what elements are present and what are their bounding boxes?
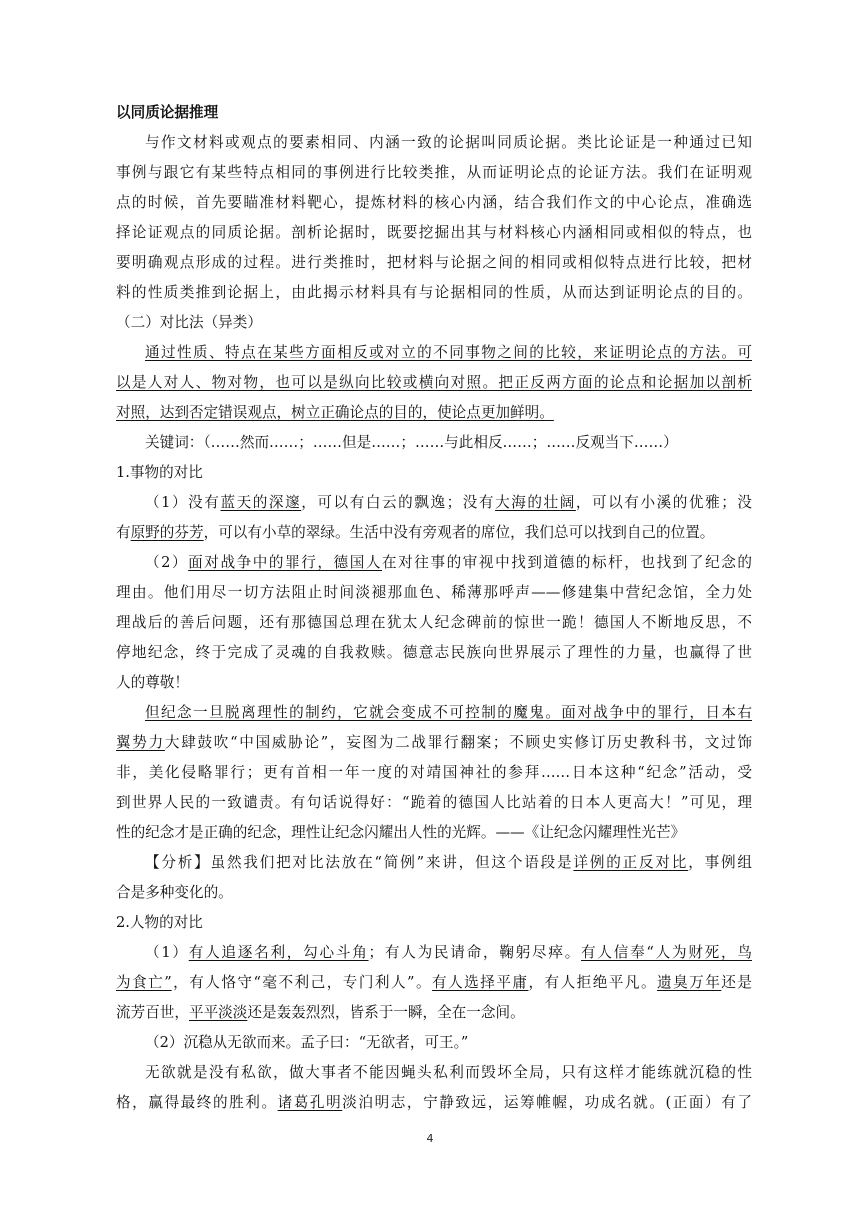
text-span: 有 bbox=[116, 524, 131, 541]
text-line: 要明确观点形成的过程。进行类推时，把材料与论据之间的相同或相似特点进行比较，把材 bbox=[116, 254, 752, 271]
text-span: 还是轰轰烈烈，皆系于一瞬，全在一念间。 bbox=[247, 1004, 525, 1021]
example-2 bbox=[116, 548, 752, 698]
underlined-phrase: 诸葛孔明 bbox=[277, 1094, 343, 1111]
text-span: ，可以有小草的翠绿。生活中没有旁观者的席位，我们总可以找到自己的位置。 bbox=[203, 524, 715, 541]
paragraph-contrast-definition bbox=[116, 338, 752, 428]
text-line: 择论证观点的同质论据。剖析论据时，既要挖掘出其与材料核心内涵相同或相似的特点，也 bbox=[116, 224, 752, 241]
text-span: 大肆鼓吹“中国威胁论”，妄图为二战罪行翻案；不顾史实修订历史教科书，文过饰 bbox=[164, 734, 752, 751]
text-line: 性的纪念才是正确的纪念，理性让纪念闪耀出人性的光辉。——《让纪念闪耀理性光芒》 bbox=[116, 824, 686, 841]
example-1 bbox=[116, 488, 752, 548]
underlined-phrase: 蓝天的深邃 bbox=[220, 494, 302, 511]
text-line: 事例与跟它有某些特点相同的事例进行比较类推，从而证明论点的论证方法。我们在证明观 bbox=[116, 164, 752, 181]
text-span: ，可以有小溪的优雅；没 bbox=[575, 494, 752, 511]
underlined-phrase: 翼势力 bbox=[116, 734, 165, 751]
underlined-phrase: 原野的芬芳 bbox=[130, 524, 204, 541]
example-6 bbox=[116, 1058, 752, 1118]
text-line: 停地纪念，终于完成了灵魂的自我救赎。德意志民族向世界展示了理性的力量，也赢得了世 bbox=[116, 644, 752, 661]
text-span: 还是 bbox=[721, 974, 752, 991]
underlined-phrase: 为食亡” bbox=[116, 974, 172, 991]
text-line: 对照，达到否定错误观点，树立正确论点的目的，使论点更加鲜明。 bbox=[116, 404, 554, 421]
example-5-line: （2）沉稳从无欲而来。孟子曰：“无欲者，可王。” bbox=[145, 1034, 469, 1051]
text-line bbox=[116, 848, 752, 878]
text-span: 格，赢得最终的胜利。 bbox=[116, 1094, 278, 1111]
document-body bbox=[116, 98, 752, 1118]
text-line: 理战后的善后问题，还有那德国总理在犹太人纪念碑前的惊世一跪！德国人不断地反思，不 bbox=[116, 614, 752, 631]
text-line: 以是人对人、物对物，也可以是纵向比较或横向对照。把正反两方面的论点和论据加以剖析 bbox=[116, 374, 752, 391]
text-line: 理由。他们用尽一切方法阻止时间淡褪那血色、稀薄那呼声——修建集中营纪念馆，全力处 bbox=[116, 584, 752, 601]
text-span: 在对往事的审视中找到道德的标杆，也找到了纪念的 bbox=[382, 554, 752, 571]
text-span: ，事例组 bbox=[688, 854, 752, 871]
text-line: 通过性质、特点在某些方面相反或对立的不同事物之间的比较，来证明论点的方法。可 bbox=[145, 344, 752, 361]
section-title-things: 1.事物的对比 bbox=[116, 464, 203, 481]
text-line: 但纪念一旦脱离理性的制约，它就会变成不可控制的魔鬼。面对战争中的罪行，日本右 bbox=[145, 704, 752, 721]
example-3 bbox=[116, 698, 752, 848]
underlined-phrase: 大海的壮阔 bbox=[495, 494, 576, 511]
underlined-phrase: 有人追逐名利，勾心斗角 bbox=[188, 944, 369, 961]
text-span: ，可以有白云的飘逸；没有 bbox=[301, 494, 496, 511]
text-line: 到世界人民的一致谴责。有句话说得好：“跪着的德国人比站着的日本人更高大！”可见，理 bbox=[116, 794, 752, 811]
underlined-phrase: 遗臭万年 bbox=[657, 974, 722, 991]
text-line: 料的性质类推到论据上，由此揭示材料具有与论据相同的性质，从而达到证明论点的目的。 bbox=[116, 284, 752, 301]
text-line bbox=[116, 728, 752, 758]
underlined-phrase: 面对战争中的罪行，德国人 bbox=[188, 554, 382, 571]
text-span: （1）没有 bbox=[145, 494, 221, 511]
text-line bbox=[116, 548, 752, 578]
text-line bbox=[116, 488, 752, 518]
section-heading: 以同质论据推理 bbox=[116, 104, 219, 121]
text-span: 淡泊明志，宁静致远，运筹帷幄，功成名就。(正面）有了 bbox=[342, 1094, 752, 1111]
text-span: ；有人为民请命，鞠躬尽瘁。 bbox=[368, 944, 582, 961]
text-line: 无欲就是没有私欲，做大事者不能因蝇头私利而毁坏全局，只有这样才能练就沉稳的性 bbox=[145, 1064, 752, 1081]
underlined-phrase: 有人信奉“人为财死，鸟 bbox=[581, 944, 752, 961]
section-title-people: 2.人物的对比 bbox=[116, 914, 203, 931]
text-line: 与作文材料或观点的要素相同、内涵一致的论据叫同质论据。类比论证是一种通过已知 bbox=[145, 134, 752, 151]
underlined-phrase: 有人选择平庸 bbox=[432, 974, 529, 991]
text-line bbox=[116, 938, 752, 968]
text-line bbox=[116, 968, 752, 998]
text-line bbox=[116, 998, 752, 1028]
text-span: 【分析】虽然我们把对比法放在“简例”来讲，但这个语段是 bbox=[145, 854, 574, 871]
text-line: 非，美化侵略罪行；更有首相一年一度的对靖国神社的参拜……日本这种“纪念”活动，受 bbox=[116, 764, 752, 781]
text-line: 人的尊敬！ bbox=[116, 674, 189, 691]
page-number: 4 bbox=[426, 1132, 434, 1145]
underlined-phrase: 平平淡淡 bbox=[188, 1004, 248, 1021]
example-4 bbox=[116, 938, 752, 1028]
text-line: 合是多种变化的。 bbox=[116, 884, 233, 901]
keywords-line: 关键词：（……然而……；……但是……；……与此相反……；……反观当下……） bbox=[145, 434, 678, 451]
text-span: ，有人恪守“毫不利己，专门利人”。 bbox=[171, 974, 433, 991]
analysis-paragraph bbox=[116, 848, 752, 908]
text-line bbox=[116, 1088, 752, 1118]
text-span: （2） bbox=[145, 554, 189, 571]
text-line bbox=[116, 518, 752, 548]
text-span: ，有人拒绝平凡。 bbox=[528, 974, 658, 991]
text-line: 点的时候，首先要瞄准材料靶心，提炼材料的核心内涵，结合我们作文的中心论点，准确选 bbox=[116, 194, 752, 211]
text-span: （1） bbox=[145, 944, 189, 961]
subsection-heading: （二）对比法（异类） bbox=[116, 314, 262, 331]
underlined-phrase: 详例的正反对比 bbox=[573, 854, 689, 871]
text-span: 流芳百世， bbox=[116, 1004, 189, 1021]
paragraph-homogeneous-evidence bbox=[116, 128, 752, 308]
